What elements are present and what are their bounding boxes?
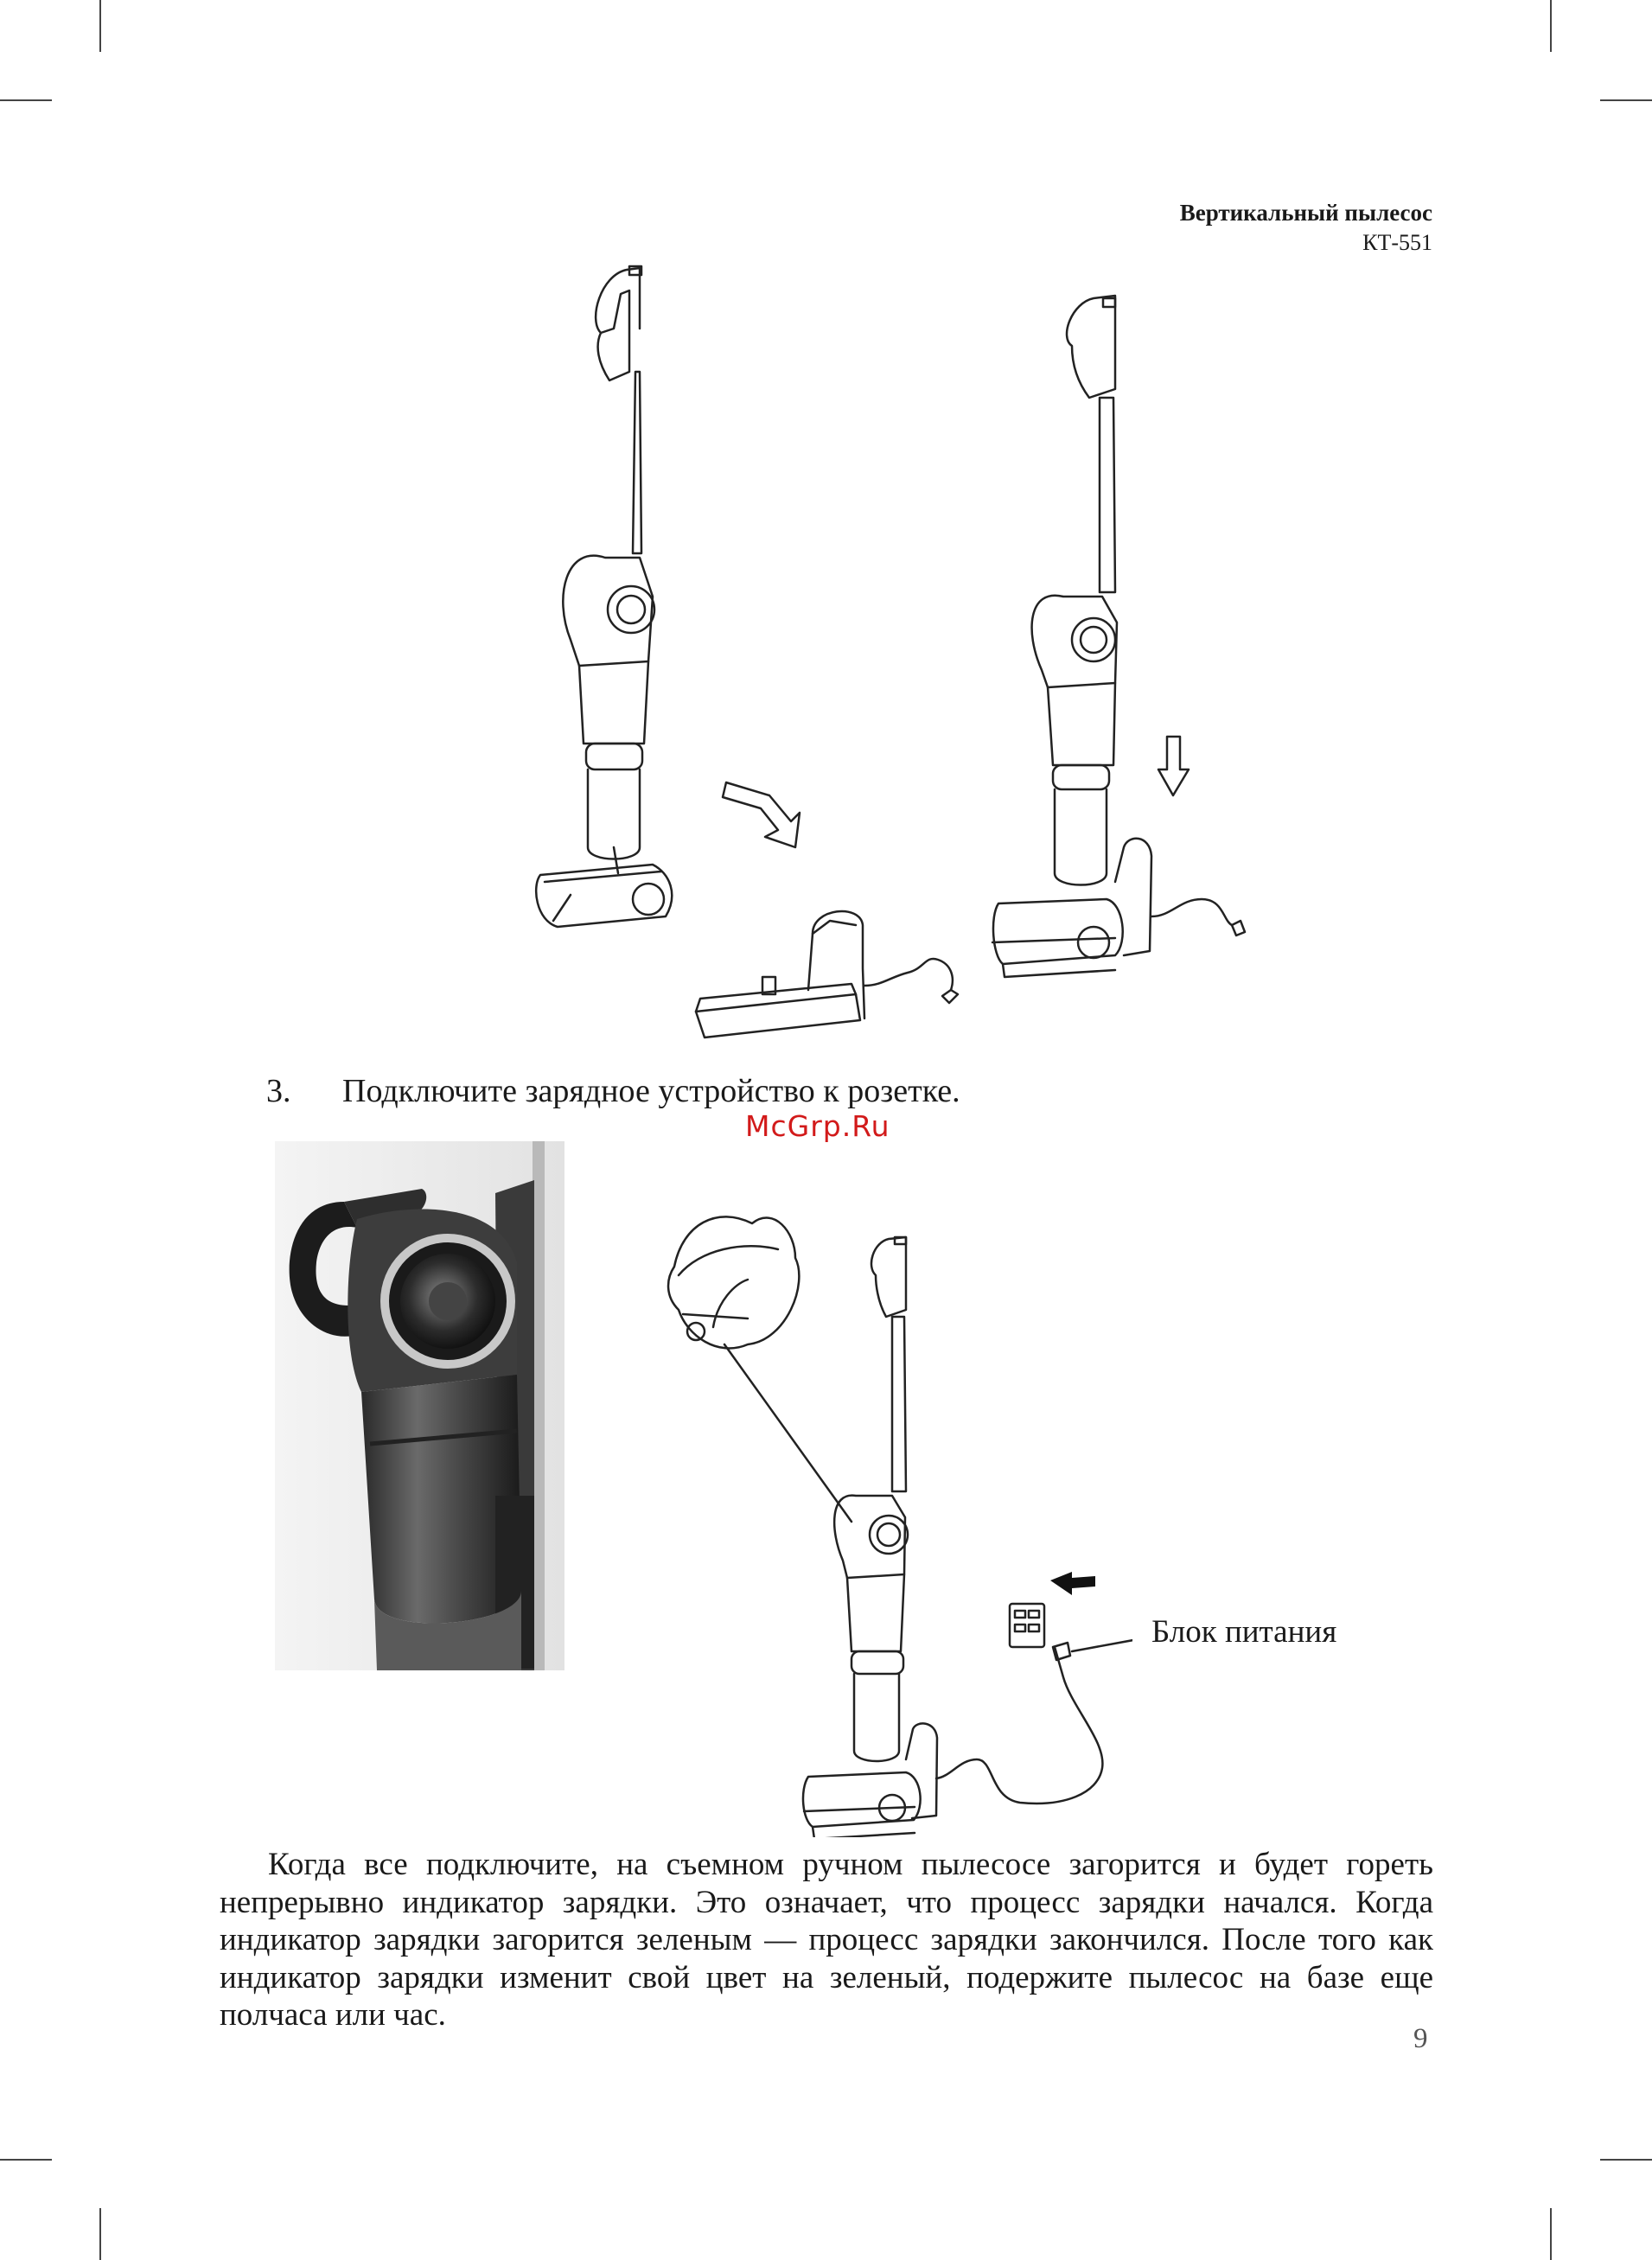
step-number: 3. [266,1073,291,1109]
crop-mark-bottom-left-h [0,2159,52,2161]
header-model: КТ-551 [1362,230,1432,255]
power-cord [936,1647,1102,1804]
header-title: Вертикальный пылесос [1179,200,1432,226]
crop-mark-bottom-right-v [1550,2208,1552,2260]
charging-base-drawing [696,911,958,1037]
step-text: Подключите зарядное устройство к розетке. [342,1073,960,1109]
leader-line [724,1344,852,1522]
down-arrow [1158,737,1189,795]
vacuum-left-drawing [536,266,672,927]
figure-outlet-connection [666,1197,1132,1837]
crop-mark-top-left-v [99,0,101,52]
tilt-arrow [723,782,800,847]
insert-arrow [1050,1572,1095,1595]
callout-power-unit: Блок питания [1151,1614,1337,1650]
vacuum-right-drawing [992,296,1245,977]
callout-line [1072,1638,1132,1651]
crop-mark-top-right-h [1600,99,1652,101]
crop-mark-top-left-h [0,99,52,101]
vacuum-photo [275,1141,564,1670]
page-number: 9 [1413,2023,1428,2054]
vacuum-charging-drawing [803,1237,937,1837]
crop-mark-top-right-v [1550,0,1552,52]
crop-mark-bottom-left-v [99,2208,101,2260]
figure-docking-illustration [519,259,1262,1063]
running-header [1180,197,1432,258]
body-paragraph: Когда все подключите, на съемном ручном пылесосе загорится и будет гореть непрерывно индикатор зарядки. Это означает, что процесс зарядки начался. Когда индикатор зарядки загорится зеленым — процесс зарядки закончился. После того как индикатор зарядки изменит свой цвет на зеленый, подержите пылесос на базе еще полчаса или час. [220,1847,1433,2033]
step-instruction [266,1070,960,1112]
crop-mark-bottom-right-h [1600,2159,1652,2161]
watermark-link[interactable]: McGrp.Ru [745,1109,890,1143]
